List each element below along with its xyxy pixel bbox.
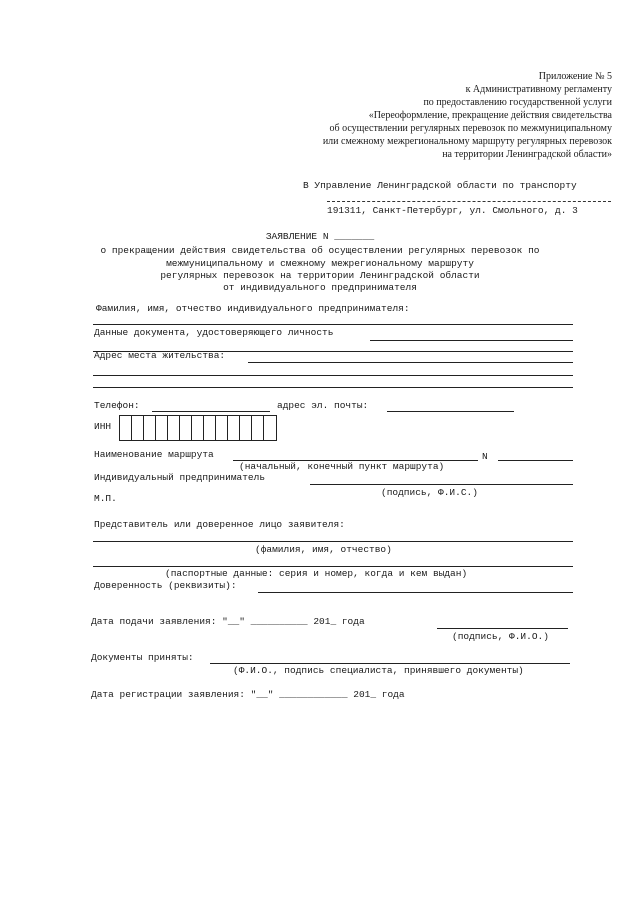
inn-digit-box[interactable]	[120, 416, 132, 440]
appendix-line: об осуществлении регулярных перевозок по межмуниципальному	[329, 123, 612, 134]
appendix-line: «Переоформление, прекращение действия свидетельства	[368, 110, 612, 121]
residence-field-line-3[interactable]	[93, 387, 573, 388]
route-label: Наименование маршрута	[94, 449, 214, 460]
inn-digit-box[interactable]	[216, 416, 228, 440]
inn-digit-box[interactable]	[228, 416, 240, 440]
applicant-signature-hint: (подпись, Ф.И.О.)	[452, 631, 549, 642]
power-of-attorney-label: Доверенность (реквизиты):	[94, 580, 237, 591]
entrepreneur-signature-line[interactable]	[310, 484, 573, 485]
inn-digit-box[interactable]	[240, 416, 252, 440]
appendix-line: или смежному межрегиональному маршруту регулярных перевозок	[322, 136, 612, 147]
passport-hint: (паспортные данные: серия и номер, когда и кем выдан)	[165, 568, 468, 579]
form-heading: ЗАЯВЛЕНИЕ N _______	[265, 231, 375, 242]
appendix-line: на территории Ленинградской области»	[442, 149, 612, 160]
inn-digit-box[interactable]	[132, 416, 144, 440]
email-label: адрес эл. почты:	[277, 400, 369, 411]
inn-boxes[interactable]	[119, 415, 277, 441]
inn-digit-box[interactable]	[168, 416, 180, 440]
entrepreneur-signature-hint: (подпись, Ф.И.С.)	[381, 487, 478, 498]
inn-digit-box[interactable]	[192, 416, 204, 440]
inn-digit-box[interactable]	[180, 416, 192, 440]
residence-label: Адрес места жительства:	[94, 350, 226, 361]
applicant-signature-line[interactable]	[437, 628, 568, 629]
appendix-header	[323, 70, 612, 161]
seal-label: М.П.	[94, 493, 117, 504]
id-doc-field-line[interactable]	[370, 340, 573, 341]
title-line: о прекращении действия свидетельства об осуществлении регулярных перевозок по	[100, 245, 540, 256]
entrepreneur-label: Индивидуальный предприниматель	[94, 472, 266, 483]
appendix-line: по предоставлению государственной услуги	[423, 97, 612, 108]
inn-digit-box[interactable]	[264, 416, 276, 440]
docs-accepted-field-line[interactable]	[210, 663, 570, 664]
inn-digit-box[interactable]	[204, 416, 216, 440]
specialist-hint: (Ф.И.О., подпись специалиста, принявшего документы)	[233, 665, 524, 676]
route-number-label: N	[482, 451, 488, 462]
route-hint: (начальный, конечный пункт маршрута)	[239, 461, 445, 472]
recipient-to: В Управление Ленинградской области по транспорту	[303, 180, 577, 191]
submit-date-label: Дата подачи заявления: "__" __________ 201_ года	[91, 616, 365, 627]
docs-accepted-label: Документы приняты:	[91, 652, 194, 663]
recipient-address: 191311, Санкт-Петербург, ул. Смольного, д. 3	[327, 205, 578, 216]
representative-label: Представитель или доверенное лицо заявителя:	[94, 519, 345, 530]
representative-fio-line[interactable]	[93, 541, 573, 542]
residence-field-line[interactable]	[248, 362, 573, 363]
appendix-line: Приложение № 5	[538, 71, 612, 82]
power-of-attorney-field-line[interactable]	[258, 592, 573, 593]
title-line: межмуниципальному и смежному межрегиональному маршруту	[166, 258, 474, 269]
fio-label: Фамилия, имя, отчество индивидуального предпринимателя:	[96, 303, 410, 314]
fio-field-line[interactable]	[93, 324, 573, 325]
residence-field-line-2[interactable]	[93, 375, 573, 376]
inn-digit-box[interactable]	[156, 416, 168, 440]
representative-fio-hint: (фамилия, имя, отчество)	[255, 544, 392, 555]
inn-digit-box[interactable]	[144, 416, 156, 440]
title-line: регулярных перевозок на территории Ленинградской области	[160, 270, 480, 281]
id-doc-label: Данные документа, удостоверяющего личность	[94, 327, 334, 338]
route-number-field-line[interactable]	[498, 460, 573, 461]
email-field-line[interactable]	[387, 411, 514, 412]
phone-field-line[interactable]	[152, 411, 270, 412]
title-line: от индивидуального предпринимателя	[223, 282, 417, 293]
inn-digit-box[interactable]	[252, 416, 264, 440]
appendix-line: к Административному регламенту	[465, 84, 612, 95]
phone-label: Телефон:	[94, 400, 140, 411]
passport-field-line[interactable]	[93, 566, 573, 567]
inn-label: ИНН	[94, 421, 112, 432]
recipient-dash-line	[327, 201, 611, 202]
registration-date-label: Дата регистрации заявления: "__" ____________ 201_ года	[91, 689, 405, 700]
